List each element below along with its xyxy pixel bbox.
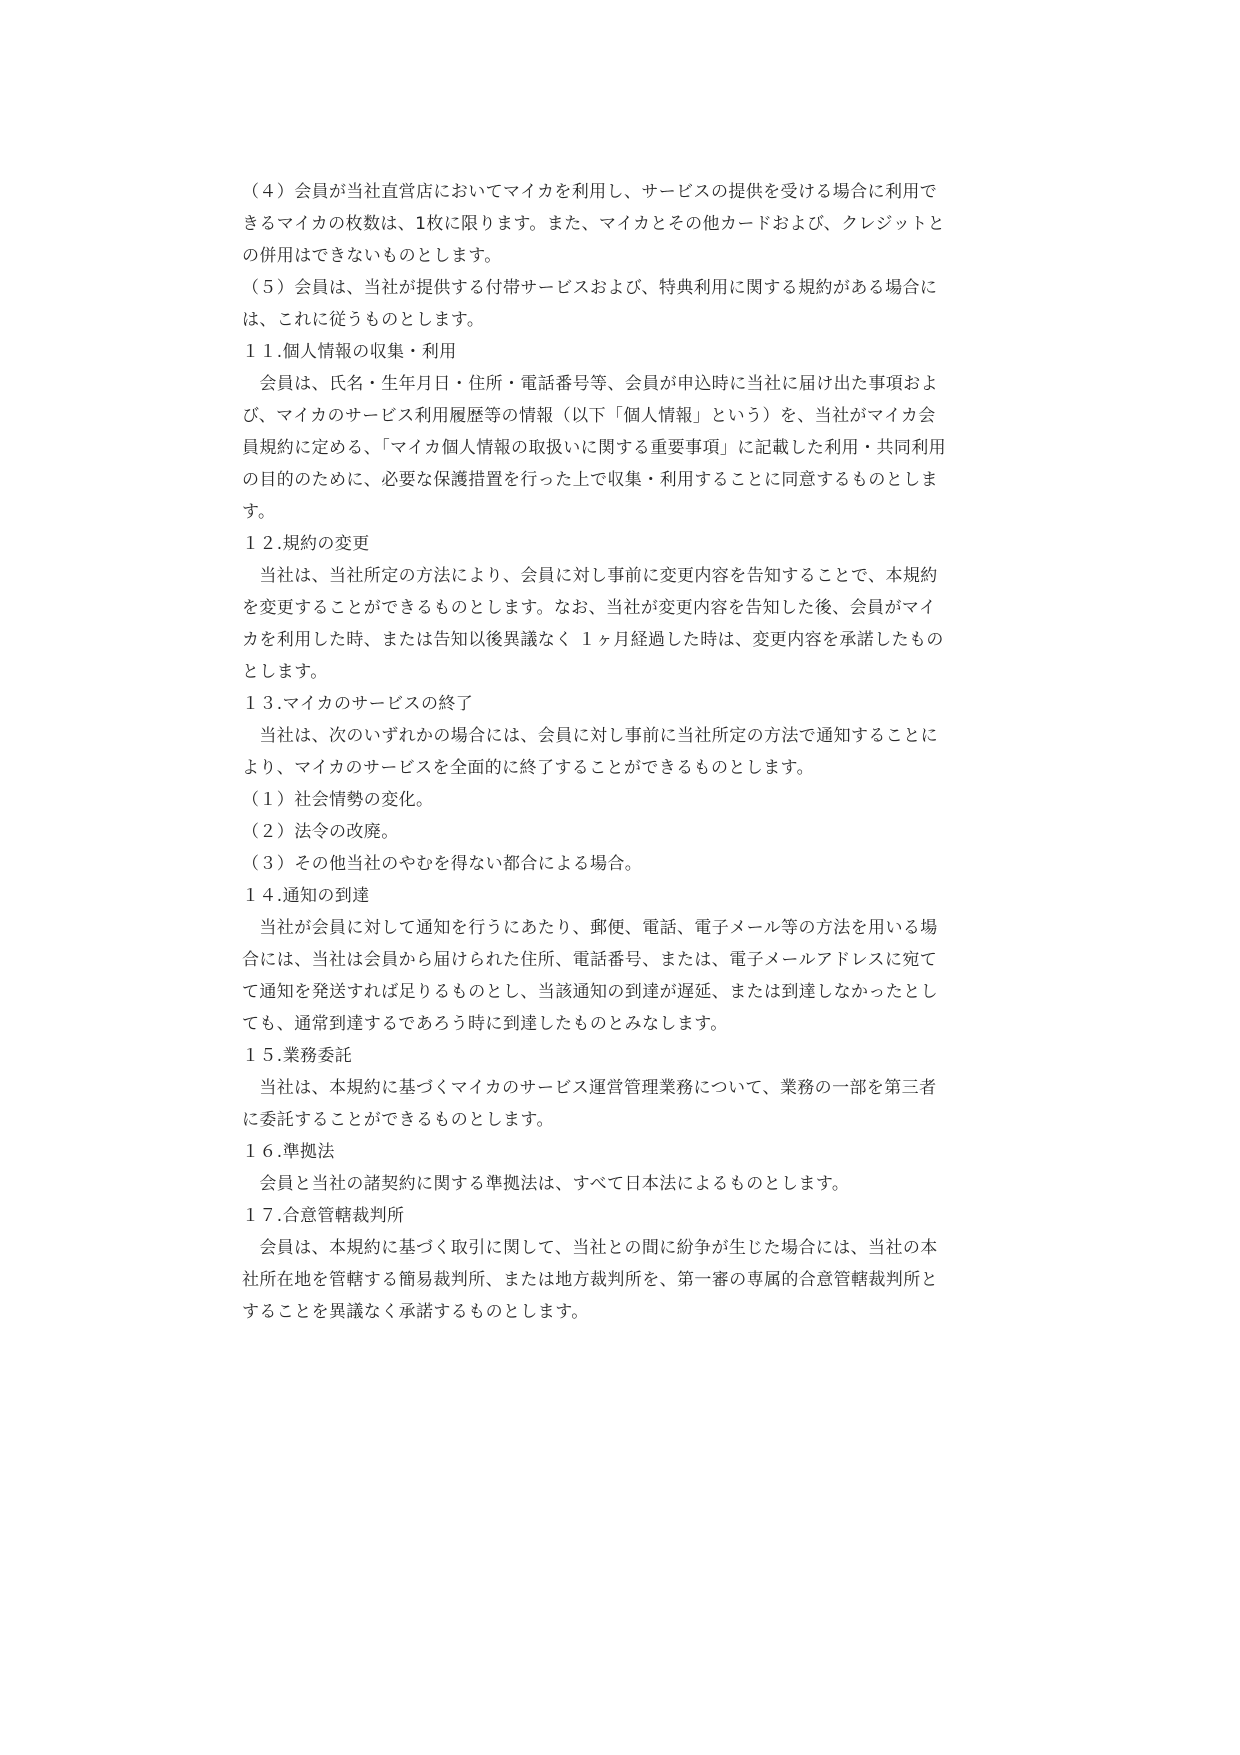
section-11-line-1: 会員は、氏名・生年月日・住所・電話番号等、会員が申込時に当社に届け出た事項およ [242, 374, 938, 394]
section-13-item-2: （２）法令の改廃。 [242, 822, 399, 842]
section-13-line-1: 当社は、次のいずれかの場合には、会員に対し事前に当社所定の方法で通知することに [242, 726, 938, 746]
section-13-item-3: （３）その他当社のやむを得ない都合による場合。 [242, 854, 643, 874]
section-11-line-2: び、マイカのサービス利用履歴等の情報（以下「個人情報」という）を、当社がマイカ会 [242, 406, 936, 426]
section-17-line-1: 会員は、本規約に基づく取引に関して、当社との間に紛争が生じた場合には、当社の本 [242, 1238, 938, 1258]
section-14-line-3: て通知を発送すれば足りるものとし、当該通知の到達が遅延、または到達しなかったとし [242, 982, 938, 1002]
section-12-line-1: 当社は、当社所定の方法により、会員に対し事前に変更内容を告知することで、本規約 [242, 566, 938, 586]
clause-10-5-line-1: （５）会員は、当社が提供する付帯サービスおよび、特典利用に関する規約がある場合に [242, 278, 938, 298]
clause-10-4-line-2: きるマイカの枚数は、1枚に限ります。また、マイカとその他カードおよび、クレジットと [242, 214, 946, 234]
section-17-line-2: 社所在地を管轄する簡易裁判所、または地方裁判所を、第一審の専属的合意管轄裁判所と [242, 1270, 938, 1290]
section-17-heading: １７.合意管轄裁判所 [242, 1206, 405, 1226]
section-14-line-1: 当社が会員に対して通知を行うにあたり、郵便、電話、電子メール等の方法を用いる場 [242, 918, 938, 938]
section-15-line-2: に委託することができるものとします。 [242, 1110, 554, 1130]
section-17-line-3: することを異議なく承諾するものとします。 [242, 1302, 589, 1322]
section-11-line-4: の目的のために、必要な保護措置を行った上で収集・利用することに同意するものとしま [242, 470, 938, 490]
section-12-heading: １２.規約の変更 [242, 534, 370, 554]
clause-10-4-line-3: の併用はできないものとします。 [242, 246, 502, 266]
section-11-line-3: 員規約に定める、「マイカ個人情報の取扱いに関する重要事項」に記載した利用・共同利用 [242, 438, 947, 458]
section-14-line-2: 合には、当社は会員から届けられた住所、電話番号、または、電子メールアドレスに宛て [242, 950, 938, 970]
document-body [242, 176, 1004, 1328]
clause-10-4-line-1: （４）会員が当社直営店においてマイカを利用し、サービスの提供を受ける場合に利用で [242, 182, 938, 202]
section-12-line-3: カを利用した時、または告知以後異議なく １ヶ月経過した時は、変更内容を承諾したもの [242, 630, 944, 650]
section-14-heading: １４.通知の到達 [242, 886, 370, 906]
section-12-line-2: を変更することができるものとします。なお、当社が変更内容を告知した後、会員がマイ [242, 598, 937, 618]
section-16-heading: １６.準拠法 [242, 1142, 335, 1162]
section-14-line-4: ても、通常到達するであろう時に到達したものとみなします。 [242, 1014, 728, 1034]
clause-10-5-line-2: は、これに従うものとします。 [242, 310, 485, 330]
section-15-heading: １５.業務委託 [242, 1046, 353, 1066]
section-11-heading: １１.個人情報の収集・利用 [242, 342, 457, 362]
section-16-line-1: 会員と当社の諸契約に関する準拠法は、すべて日本法によるものとします。 [242, 1174, 850, 1194]
section-11-line-5: す。 [242, 502, 276, 522]
section-13-heading: １３.マイカのサービスの終了 [242, 694, 474, 714]
section-12-line-4: とします。 [242, 662, 328, 682]
section-15-line-1: 当社は、本規約に基づくマイカのサービス運営管理業務について、業務の一部を第三者 [242, 1078, 937, 1098]
section-13-item-1: （１）社会情勢の変化。 [242, 790, 434, 810]
section-13-line-2: より、マイカのサービスを全面的に終了することができるものとします。 [242, 758, 814, 778]
